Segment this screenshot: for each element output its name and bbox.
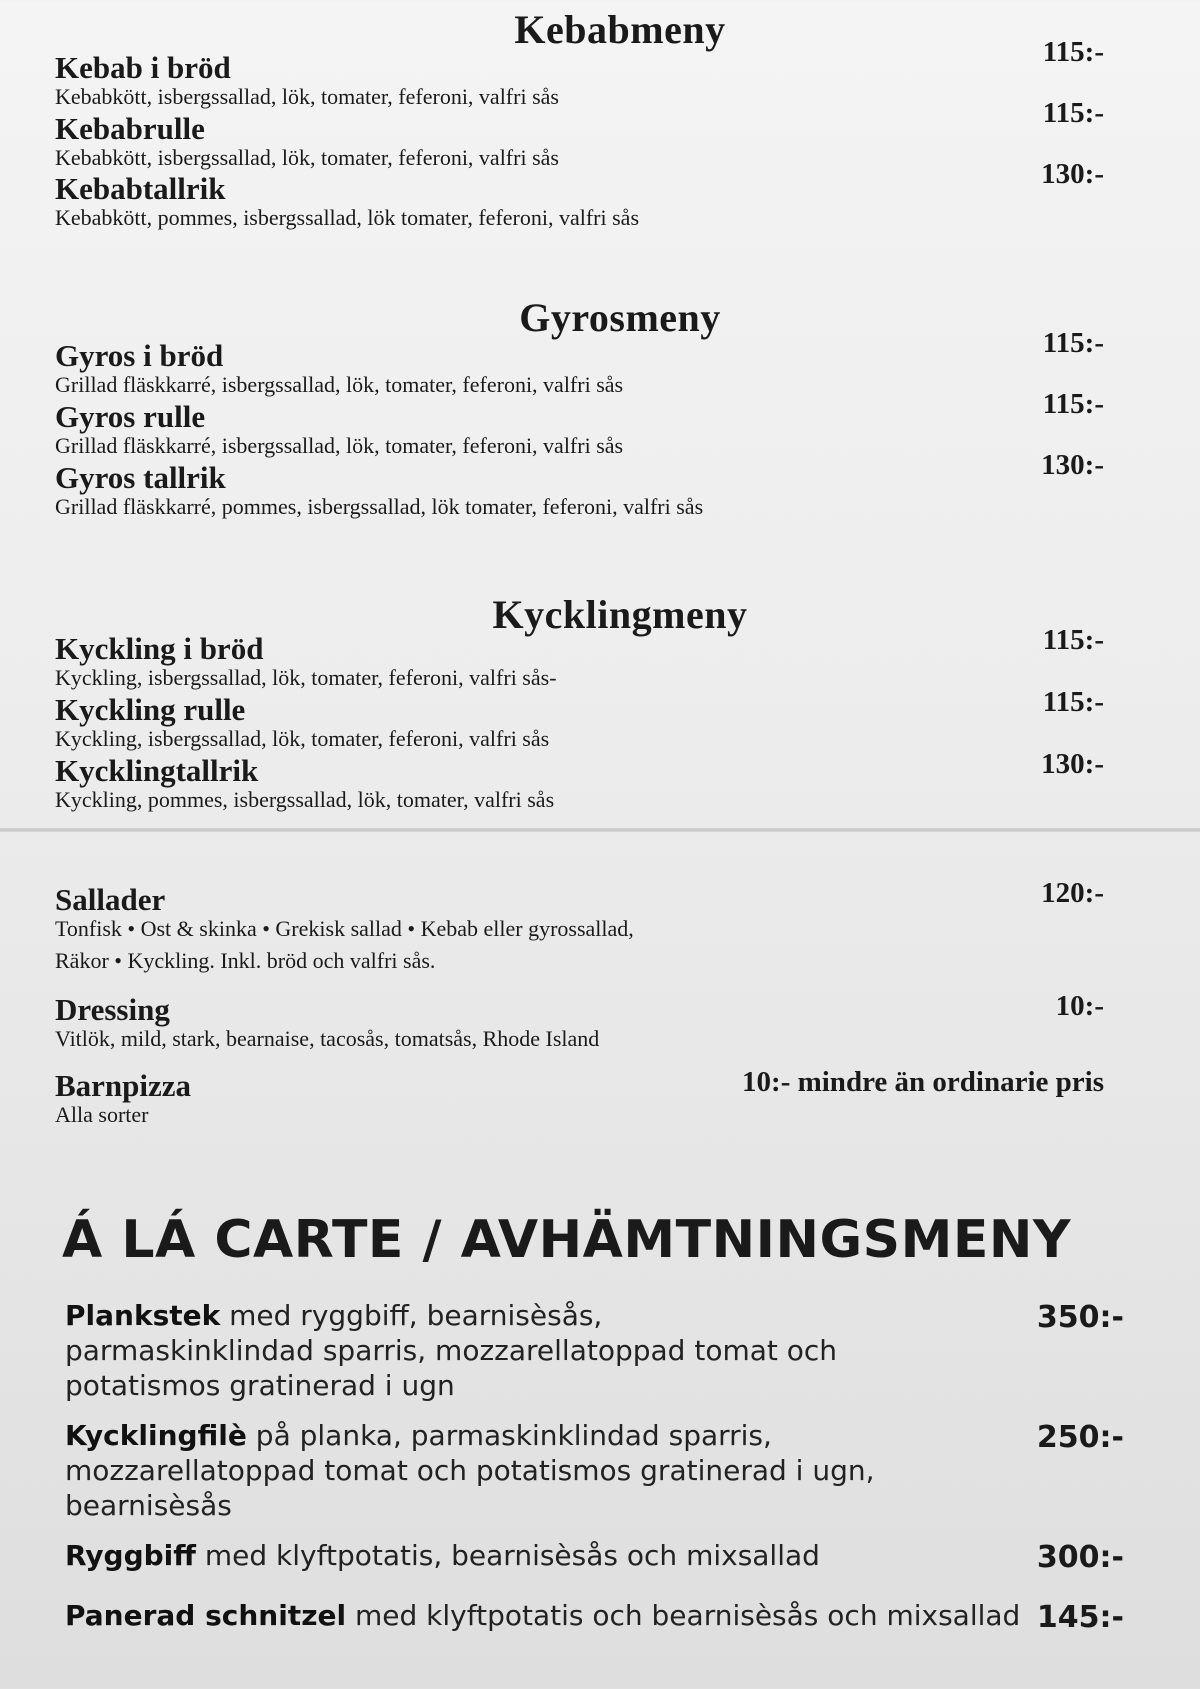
item-name: Gyros rulle xyxy=(55,399,206,434)
item-description: Alla sorter xyxy=(55,1102,149,1127)
item-description-line-1: med klyftpotatis och bearnisèsås och mixsallad xyxy=(346,1599,1021,1632)
item-description: Kyckling, pommes, isbergssallad, lök, tomater, valfri sås xyxy=(55,787,555,812)
menu-item-ryggbiff xyxy=(65,1538,985,1573)
kebab-section-title: Kebabmeny xyxy=(514,7,726,52)
item-description-line-1: på planka, parmaskinklindad sparris, xyxy=(246,1419,772,1452)
item-price: 130:- xyxy=(1041,158,1104,190)
item-price: 115:- xyxy=(1042,97,1104,129)
menu-item-gyros-i-brod xyxy=(55,340,1105,398)
item-name: Sallader xyxy=(55,882,166,917)
item-description-line-1: med klyftpotatis, bearnisèsås och mixsallad xyxy=(195,1539,820,1572)
menu-item-dressing xyxy=(55,994,1105,1052)
item-description-line-2: Räkor • Kyckling. Inkl. bröd och valfri sås. xyxy=(55,948,436,973)
item-description: Kyckling, isbergssallad, lök, tomater, feferoni, valfri sås xyxy=(55,726,550,751)
menu-item-kycklingtallrik xyxy=(55,755,1105,813)
item-price-note: 10:- mindre än ordinarie pris xyxy=(742,1066,1104,1098)
item-name: Kebab i bröd xyxy=(55,50,231,85)
item-price: 350:- xyxy=(1036,1300,1124,1335)
item-description-line-3: bearnisèsås xyxy=(65,1489,232,1522)
item-name: Kyckling i bröd xyxy=(55,631,264,666)
item-price: 130:- xyxy=(1041,449,1104,481)
item-price: 115:- xyxy=(1042,388,1104,420)
item-description-line-1: med ryggbiff, bearnisèsås, xyxy=(220,1299,603,1332)
item-description: Kebabkött, isbergssallad, lök, tomater, feferoni, valfri sås xyxy=(55,84,559,109)
menu-item-kebab-i-brod xyxy=(55,52,1105,110)
item-price: 10:- xyxy=(1055,990,1104,1022)
item-price: 115:- xyxy=(1042,327,1104,359)
item-description-line-2: mozzarellatoppad tomat och potatismos gratinerad i ugn, xyxy=(65,1454,875,1487)
item-description: Grillad fläskkarré, isbergssallad, lök, tomater, feferoni, valfri sås xyxy=(55,433,624,458)
item-description: Kyckling, isbergssallad, lök, tomater, feferoni, valfri sås- xyxy=(55,665,557,690)
item-name: Panerad schnitzel xyxy=(65,1599,347,1632)
item-price: 115:- xyxy=(1042,624,1104,656)
section-divider xyxy=(0,828,1200,832)
item-description: Vitlök, mild, stark, bearnaise, tacosås, tomatsås, Rhode Island xyxy=(55,1026,600,1051)
item-price: 250:- xyxy=(1036,1420,1124,1455)
item-description: Kebabkött, isbergssallad, lök, tomater, feferoni, valfri sås xyxy=(55,145,559,170)
item-name: Kyckling rulle xyxy=(55,692,246,727)
gyros-section-title: Gyrosmeny xyxy=(519,295,721,340)
item-price: 115:- xyxy=(1042,36,1104,68)
item-description-line-1: Tonfisk • Ost & skinka • Grekisk sallad • Kebab eller gyrossallad, xyxy=(55,916,634,941)
menu-item-kyckling-i-brod xyxy=(55,633,1105,691)
item-price: 120:- xyxy=(1041,877,1104,909)
kyckling-section-title: Kycklingmeny xyxy=(492,592,748,637)
item-name: Gyros tallrik xyxy=(55,460,226,495)
alacarte-section-title: Á LÁ CARTE / AVHÄMTNINGSMENY xyxy=(62,1210,1072,1270)
menu-item-gyros-tallrik xyxy=(55,462,1105,520)
item-price: 145:- xyxy=(1036,1600,1124,1635)
item-name: Dressing xyxy=(55,992,170,1027)
menu-item-kebabtallrik xyxy=(55,173,1105,231)
item-description: Kebabkött, pommes, isbergssallad, lök tomater, feferoni, valfri sås xyxy=(55,205,640,230)
item-description-line-2: parmaskinklindad sparris, mozzarellatoppad tomat och xyxy=(65,1334,838,1367)
menu-item-gyros-rulle xyxy=(55,401,1105,459)
item-price: 130:- xyxy=(1041,748,1104,780)
item-name: Kycklingfilè xyxy=(65,1419,247,1452)
menu-item-kyckling-rulle xyxy=(55,694,1105,752)
item-name: Ryggbiff xyxy=(65,1539,196,1572)
item-price: 300:- xyxy=(1036,1540,1124,1575)
item-description-line-3: potatismos gratinerad i ugn xyxy=(65,1369,455,1402)
menu-item-plankstek xyxy=(65,1298,985,1403)
item-name: Barnpizza xyxy=(55,1068,192,1103)
item-name: Kebabtallrik xyxy=(55,171,226,206)
menu-item-kycklingfile xyxy=(65,1418,985,1523)
item-price: 115:- xyxy=(1042,686,1104,718)
item-description: Grillad fläskkarré, pommes, isbergssallad, lök tomater, feferoni, valfri sås xyxy=(55,494,704,519)
menu-item-panerad-schnitzel xyxy=(65,1598,1025,1633)
menu-item-sallader xyxy=(55,884,1105,974)
menu-item-kebabrulle xyxy=(55,113,1105,171)
item-name: Plankstek xyxy=(65,1299,221,1332)
item-name: Kycklingtallrik xyxy=(55,753,259,788)
item-description: Grillad fläskkarré, isbergssallad, lök, tomater, feferoni, valfri sås xyxy=(55,372,624,397)
item-name: Kebabrulle xyxy=(55,111,205,146)
item-name: Gyros i bröd xyxy=(55,338,224,373)
